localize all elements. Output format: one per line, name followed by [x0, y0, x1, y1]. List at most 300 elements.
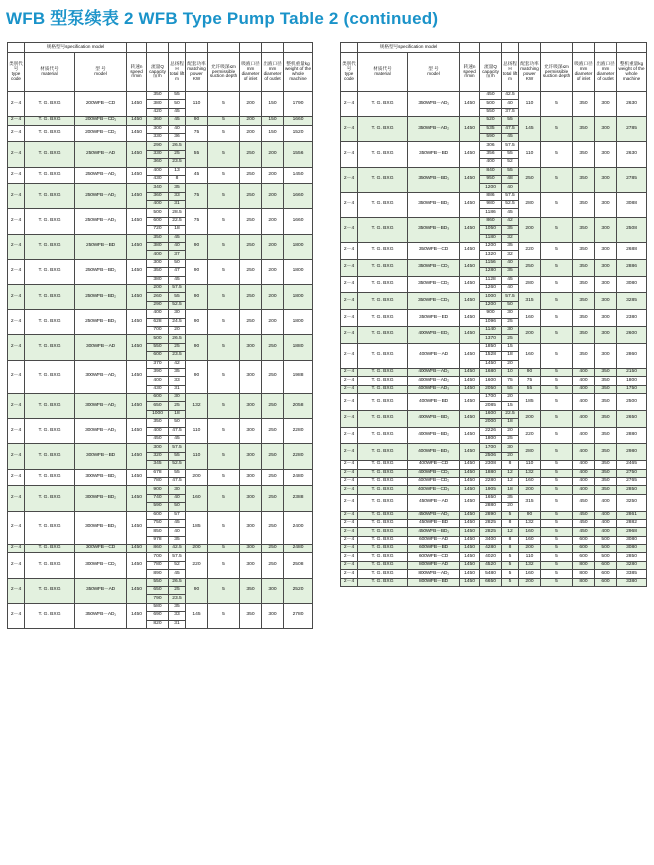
cell-type-code: 2－4	[341, 570, 358, 578]
cell-model: 450WFB－BD₁	[408, 528, 460, 536]
cell-capacity: 380	[147, 243, 169, 251]
cell-power: 280	[519, 444, 541, 461]
cell-speed: 1450	[460, 117, 480, 142]
cell-type-code: 2－4	[341, 536, 358, 544]
cell-type-code: 2－4	[8, 310, 25, 335]
cell-suction-depth: 5	[541, 243, 573, 260]
page-title: WFB 型泵续表 2 WFB Type Pump Table 2 (continued)	[6, 9, 439, 28]
cell-power: 90	[186, 335, 208, 360]
cell-suction-depth: 5	[541, 117, 573, 142]
cell-total-lift: 35	[169, 603, 186, 611]
table-row	[8, 117, 313, 125]
cell-material: T. G. BXG	[25, 511, 75, 545]
cell-type-code: 2－4	[8, 234, 25, 259]
header-row-columns	[8, 53, 313, 92]
column-header-cn: 允许吸深≤m	[544, 63, 569, 69]
table-row	[8, 234, 313, 242]
cell-outlet-diameter: 300	[595, 142, 617, 167]
cell-capacity: 2506	[480, 452, 502, 460]
cell-outlet-diameter: 250	[262, 553, 284, 578]
cell-capacity: 628	[147, 318, 169, 326]
cell-material: T. G. BXG	[358, 276, 408, 293]
cell-total-lift: 35	[502, 226, 519, 234]
cell-capacity: 980	[480, 201, 502, 209]
column-header-cn: 材质代号	[373, 66, 392, 72]
cell-power: 185	[186, 511, 208, 545]
header-spacer	[502, 43, 519, 53]
cell-type-code: 2－4	[341, 343, 358, 368]
cell-weight: 1800	[284, 234, 313, 259]
cell-total-lift: 25	[169, 402, 186, 410]
cell-model: 400WFB－CD₂	[408, 477, 460, 485]
header-spacer	[240, 43, 262, 53]
cell-total-lift: 47	[169, 268, 186, 276]
header-row-group	[341, 43, 647, 53]
cell-material: T. G. BXG	[25, 469, 75, 486]
cell-capacity: 400	[480, 159, 502, 167]
cell-capacity: 2000	[480, 419, 502, 427]
cell-capacity: 950	[480, 175, 502, 183]
cell-model: 250WFB－AD₂	[75, 184, 127, 209]
cell-model: 250WFB－BD₂	[75, 284, 127, 309]
cell-inlet-diameter: 350	[573, 192, 595, 217]
cell-total-lift: 57.5	[169, 553, 186, 561]
cell-inlet-diameter: 450	[573, 519, 595, 527]
column-header-en: diameter of inlet	[574, 71, 593, 81]
cell-capacity: 350	[147, 234, 169, 242]
header-spacer	[617, 43, 647, 53]
cell-material: T. G. BXG	[358, 477, 408, 485]
cell-model: 350WFB－BD₂	[408, 192, 460, 217]
cell-speed: 1450	[460, 167, 480, 192]
cell-inlet-diameter: 300	[240, 394, 262, 419]
cell-model: 200WFB－CD₂	[75, 125, 127, 142]
cell-power: 90	[519, 511, 541, 519]
cell-material: T. G. BXG	[358, 385, 408, 393]
table-row	[341, 444, 647, 452]
cell-total-lift: 47.5	[169, 427, 186, 435]
cell-suction-depth: 5	[208, 603, 240, 628]
cell-total-lift: 23.5	[169, 352, 186, 360]
cell-material: T. G. BXG	[358, 167, 408, 192]
cell-material: T. G. BXG	[25, 545, 75, 553]
cell-material: T. G. BXG	[358, 217, 408, 242]
cell-inlet-diameter: 400	[573, 394, 595, 411]
cell-inlet-diameter: 300	[240, 553, 262, 578]
column-header-cn: 型 号	[428, 66, 439, 72]
cell-type-code: 2－4	[341, 167, 358, 192]
table-row	[8, 394, 313, 402]
table-row	[341, 477, 647, 485]
cell-total-lift: 45	[502, 276, 519, 284]
header-spacer	[186, 43, 208, 53]
cell-weight: 2688	[617, 243, 647, 260]
cell-power: 132	[519, 519, 541, 527]
cell-weight: 2886	[617, 259, 647, 276]
cell-suction-depth: 5	[541, 477, 573, 485]
cell-weight: 2480	[284, 469, 313, 486]
cell-capacity: 840	[480, 167, 502, 175]
cell-model: 250WFB－BD	[75, 234, 127, 259]
cell-inlet-diameter: 250	[240, 209, 262, 234]
cell-model: 450WFB－AD₁	[408, 511, 460, 519]
cell-material: T. G. BXG	[25, 310, 75, 335]
cell-type-code: 2－4	[341, 310, 358, 327]
cell-material: T. G. BXG	[358, 343, 408, 368]
cell-outlet-diameter: 400	[595, 519, 617, 527]
column-header	[341, 53, 358, 92]
column-header-en: diameter of inlet	[241, 71, 260, 81]
cell-total-lift: 36	[169, 133, 186, 141]
cell-inlet-diameter: 400	[573, 410, 595, 427]
cell-total-lift: 45	[169, 276, 186, 284]
column-header	[460, 53, 480, 92]
cell-power: 75	[186, 184, 208, 209]
cell-inlet-diameter: 600	[573, 545, 595, 553]
cell-material: T. G. BXG	[358, 469, 408, 477]
column-header-cn: 吸液口径mm	[574, 61, 593, 72]
column-header-cn: 整机重量kg	[286, 61, 310, 67]
cell-type-code: 2－4	[341, 519, 358, 527]
column-header	[502, 53, 519, 92]
table-row	[8, 310, 313, 318]
cell-inlet-diameter: 250	[240, 142, 262, 167]
column-header-cn: 转速n	[463, 63, 476, 69]
table-row	[341, 494, 647, 502]
table-row	[8, 142, 313, 150]
column-header-en: material	[374, 71, 391, 76]
cell-total-lift: 52.5	[502, 201, 519, 209]
cell-material: T. G. BXG	[358, 519, 408, 527]
cell-weight: 2508	[284, 553, 313, 578]
cell-speed: 1450	[460, 578, 480, 586]
cell-total-lift: 25	[169, 150, 186, 158]
cell-suction-depth: 5	[208, 469, 240, 486]
cell-capacity: 1050	[480, 226, 502, 234]
cell-speed: 1450	[460, 326, 480, 343]
cell-total-lift: 37.5	[502, 108, 519, 116]
cell-model: 400WFB－BD₁	[408, 410, 460, 427]
cell-total-lift: 55	[169, 293, 186, 301]
cell-total-lift: 15	[502, 343, 519, 351]
cell-suction-depth: 5	[208, 117, 240, 125]
cell-inlet-diameter: 350	[573, 310, 595, 327]
table-row	[341, 377, 647, 385]
header-spacer	[541, 43, 573, 53]
cell-model: 350WFB－BD₃	[408, 217, 460, 242]
cell-type-code: 2－4	[341, 461, 358, 469]
cell-model: 350WFB－AD₁	[75, 603, 127, 628]
column-header	[617, 53, 647, 92]
cell-material: T. G. BXG	[358, 394, 408, 411]
cell-total-lift: 50	[169, 259, 186, 267]
cell-speed: 1450	[460, 259, 480, 276]
cell-power: 160	[519, 570, 541, 578]
cell-speed: 1450	[127, 167, 147, 184]
cell-speed: 1450	[127, 545, 147, 553]
cell-capacity: 550	[480, 108, 502, 116]
table-row	[341, 519, 647, 527]
cell-material: T. G. BXG	[25, 167, 75, 184]
cell-total-lift: 55	[502, 150, 519, 158]
cell-type-code: 2－4	[8, 142, 25, 167]
cell-power: 200	[519, 486, 541, 494]
table-row	[8, 511, 313, 519]
column-header-cn: 类别代号	[342, 61, 356, 72]
cell-capacity: 740	[147, 494, 169, 502]
column-header	[186, 53, 208, 92]
cell-total-lift: 8	[502, 536, 519, 544]
cell-model: 350WFB－BD₁	[408, 167, 460, 192]
cell-capacity: 520	[480, 117, 502, 125]
cell-total-lift: 45	[502, 209, 519, 217]
cell-material: T. G. BXG	[358, 410, 408, 427]
cell-outlet-diameter: 200	[262, 184, 284, 209]
cell-material: T. G. BXG	[25, 394, 75, 419]
cell-total-lift: 8	[169, 175, 186, 183]
cell-type-code: 2－4	[8, 117, 25, 125]
cell-power: 200	[186, 469, 208, 486]
cell-speed: 1450	[460, 461, 480, 469]
cell-material: T. G. BXG	[25, 444, 75, 469]
cell-weight: 2780	[284, 603, 313, 628]
cell-capacity: 600	[147, 352, 169, 360]
column-header-cn: 允许吸深≤m	[211, 63, 236, 69]
cell-power: 90	[186, 284, 208, 309]
cell-outlet-diameter: 350	[595, 394, 617, 411]
cell-power: 90	[186, 234, 208, 259]
cell-suction-depth: 5	[541, 469, 573, 477]
cell-weight: 3380	[617, 578, 647, 586]
cell-outlet-diameter: 500	[595, 536, 617, 544]
cell-inlet-diameter: 600	[573, 553, 595, 561]
cell-total-lift: 25	[502, 335, 519, 343]
cell-outlet-diameter: 200	[262, 259, 284, 284]
cell-inlet-diameter: 300	[240, 545, 262, 553]
cell-inlet-diameter: 400	[573, 477, 595, 485]
cell-speed: 1450	[460, 511, 480, 519]
column-header	[147, 53, 169, 92]
cell-total-lift: 45	[502, 133, 519, 141]
cell-material: T. G. BXG	[25, 360, 75, 394]
cell-outlet-diameter: 600	[595, 570, 617, 578]
cell-type-code: 2－4	[341, 368, 358, 376]
cell-type-code: 2－4	[341, 276, 358, 293]
cell-capacity: 380	[147, 100, 169, 108]
cell-inlet-diameter: 400	[573, 377, 595, 385]
cell-model: 250WFB－BD₃	[75, 310, 127, 335]
cell-material: T. G. BXG	[358, 92, 408, 117]
cell-total-lift: 42.5	[502, 92, 519, 100]
table-row	[341, 545, 647, 553]
cell-weight: 2650	[617, 410, 647, 427]
cell-outlet-diameter: 350	[595, 368, 617, 376]
cell-capacity: 500	[480, 100, 502, 108]
cell-total-lift: 31	[169, 385, 186, 393]
column-header-cn: 整机重量kg	[619, 61, 644, 67]
cell-material: T. G. BXG	[358, 486, 408, 494]
table-row	[341, 310, 647, 318]
cell-suction-depth: 5	[208, 511, 240, 545]
cell-model: 350WFB－BD	[408, 142, 460, 167]
cell-capacity: 430	[147, 385, 169, 393]
cell-total-lift: 50	[169, 100, 186, 108]
cell-type-code: 2－4	[341, 293, 358, 310]
cell-capacity: 1850	[480, 343, 502, 351]
cell-capacity: 1320	[480, 251, 502, 259]
cell-weight: 2968	[617, 528, 647, 536]
header-row-columns	[341, 53, 647, 92]
cell-capacity: 2880	[480, 503, 502, 511]
cell-capacity: 2890	[480, 511, 502, 519]
cell-outlet-diameter: 200	[262, 209, 284, 234]
cell-power: 90	[186, 310, 208, 335]
table-row	[8, 553, 313, 561]
cell-material: T. G. BXG	[25, 486, 75, 511]
cell-total-lift: 20	[502, 452, 519, 460]
cell-weight: 2280	[284, 444, 313, 469]
cell-outlet-diameter: 200	[262, 142, 284, 167]
cell-capacity: 780	[147, 561, 169, 569]
table-row	[8, 360, 313, 368]
cell-material: T. G. BXG	[358, 461, 408, 469]
cell-total-lift: 35	[169, 368, 186, 376]
cell-type-code: 2－4	[8, 578, 25, 603]
cell-total-lift: 33	[169, 192, 186, 200]
cell-capacity: 2050	[480, 385, 502, 393]
cell-capacity: 1200	[480, 243, 502, 251]
cell-model: 200WFB－CD	[75, 92, 127, 117]
cell-total-lift: 45	[169, 108, 186, 116]
cell-suction-depth: 5	[541, 461, 573, 469]
cell-material: T. G. BXG	[358, 310, 408, 327]
header-spacer	[519, 43, 541, 53]
cell-capacity: 350	[147, 419, 169, 427]
cell-total-lift: 55	[169, 92, 186, 100]
cell-capacity: 860	[147, 545, 169, 553]
cell-capacity: 1180	[480, 234, 502, 242]
cell-capacity: 5480	[480, 570, 502, 578]
column-header-en: type code	[344, 71, 354, 81]
cell-total-lift: 33	[169, 612, 186, 620]
cell-total-lift: 13	[169, 167, 186, 175]
cell-power: 160	[519, 536, 541, 544]
cell-power: 250	[519, 167, 541, 192]
cell-total-lift: 35	[502, 268, 519, 276]
cell-speed: 1450	[460, 469, 480, 477]
cell-capacity: 400	[147, 427, 169, 435]
table-row	[341, 553, 647, 561]
cell-model: 600WFB－AD	[408, 536, 460, 544]
cell-suction-depth: 5	[541, 385, 573, 393]
column-header-cn: 配套功率	[187, 61, 206, 67]
cell-outlet-diameter: 400	[595, 494, 617, 511]
cell-material: T. G. BXG	[25, 419, 75, 444]
cell-total-lift: 42	[169, 360, 186, 368]
cell-outlet-diameter: 250	[262, 394, 284, 419]
cell-power: 110	[519, 142, 541, 167]
cell-total-lift: 12	[502, 528, 519, 536]
cell-weight: 1520	[284, 125, 313, 142]
column-header-en: capacity ㎥/h	[149, 68, 166, 79]
cell-total-lift: 50	[502, 301, 519, 309]
cell-power: 110	[186, 92, 208, 117]
cell-total-lift: 35	[502, 243, 519, 251]
column-header-cn: 流量Q	[484, 63, 497, 69]
cell-weight: 2785	[617, 167, 647, 192]
cell-suction-depth: 5	[541, 570, 573, 578]
cell-material: T. G. BXG	[25, 142, 75, 167]
cell-inlet-diameter: 350	[240, 578, 262, 603]
cell-material: T. G. BXG	[25, 553, 75, 578]
cell-speed: 1450	[127, 578, 147, 603]
cell-total-lift: 37	[169, 251, 186, 259]
cell-power: 315	[519, 293, 541, 310]
column-header	[284, 53, 313, 92]
cell-inlet-diameter: 300	[240, 335, 262, 360]
table-row	[341, 578, 647, 586]
cell-speed: 1450	[460, 494, 480, 511]
cell-capacity: 1280	[480, 268, 502, 276]
cell-total-lift: 45	[169, 117, 186, 125]
cell-outlet-diameter: 300	[262, 578, 284, 603]
cell-capacity: 345	[147, 461, 169, 469]
cell-capacity: 900	[480, 310, 502, 318]
cell-type-code: 2－4	[341, 427, 358, 444]
cell-model: 350WFB－ED	[408, 310, 460, 327]
header-spacer	[573, 43, 595, 53]
cell-material: T. G. BXG	[25, 125, 75, 142]
cell-inlet-diameter: 800	[573, 561, 595, 569]
cell-capacity: 450	[480, 92, 502, 100]
cell-suction-depth: 5	[208, 444, 240, 469]
column-header-en: diameter of outlet	[263, 71, 282, 81]
cell-inlet-diameter: 250	[240, 167, 262, 184]
column-header	[519, 53, 541, 92]
cell-total-lift: 32	[502, 234, 519, 242]
cell-capacity: 2825	[480, 519, 502, 527]
table-row	[341, 326, 647, 334]
cell-type-code: 2－4	[341, 528, 358, 536]
cell-type-code: 2－4	[8, 184, 25, 209]
cell-capacity: 1880	[480, 469, 502, 477]
cell-material: T. G. BXG	[358, 561, 408, 569]
cell-inlet-diameter: 350	[573, 326, 595, 343]
table-row	[8, 486, 313, 494]
cell-outlet-diameter: 150	[262, 92, 284, 117]
cell-capacity: 4520	[480, 561, 502, 569]
cell-material: T. G. BXG	[25, 284, 75, 309]
cell-power: 110	[186, 419, 208, 444]
cell-type-code: 2－4	[8, 335, 25, 360]
cell-capacity: 450	[147, 436, 169, 444]
cell-weight: 2150	[617, 368, 647, 376]
cell-total-lift: 18	[502, 352, 519, 360]
cell-model: 400WFB－AD₂	[408, 377, 460, 385]
cell-total-lift: 8	[502, 545, 519, 553]
cell-speed: 1450	[127, 419, 147, 444]
cell-capacity: 720	[147, 226, 169, 234]
cell-weight: 3285	[617, 293, 647, 310]
cell-inlet-diameter: 250	[240, 234, 262, 259]
cell-model: 400WFB－BD	[408, 394, 460, 411]
cell-model: 450WFB－AD	[408, 494, 460, 511]
cell-speed: 1450	[127, 360, 147, 394]
cell-material: T. G. BXG	[25, 117, 75, 125]
cell-capacity: 500	[147, 335, 169, 343]
cell-material: T. G. BXG	[358, 377, 408, 385]
cell-weight: 2882	[617, 519, 647, 527]
